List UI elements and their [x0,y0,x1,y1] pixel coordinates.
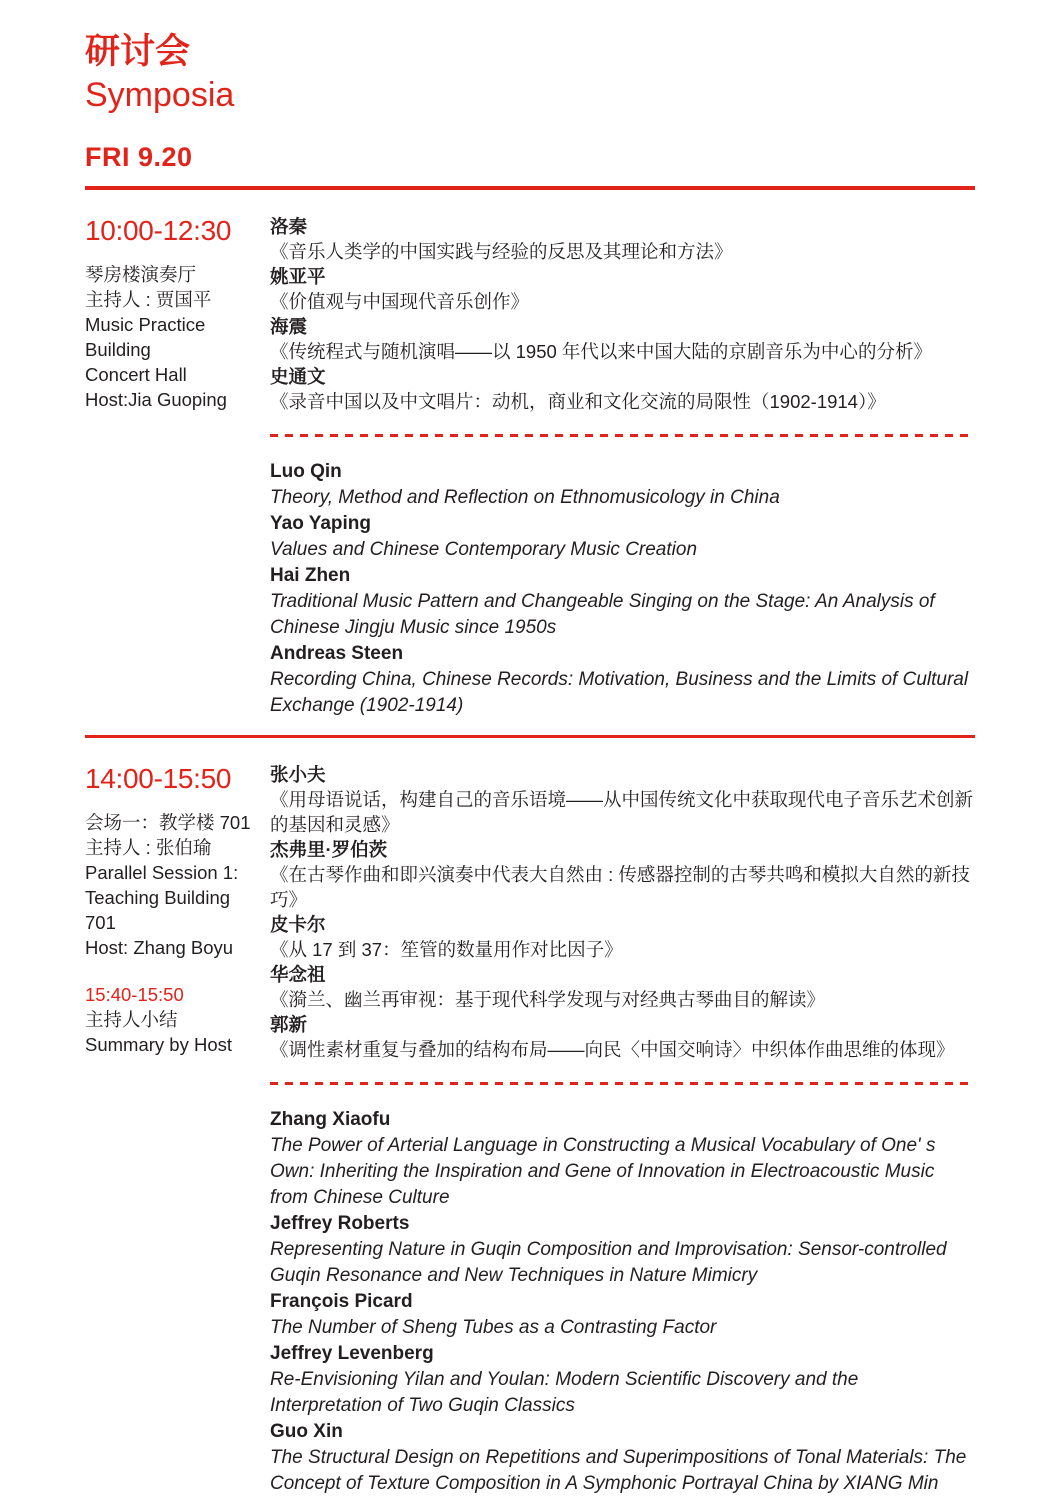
presenter-name-zh: 华念祖 [270,964,326,986]
talk-title-zh: 《用母语说话，构建自己的音乐语境——从中国传统文化中获取现代电子音乐艺术创新的基因和灵感》 [270,789,974,836]
presenter-name-zh: 海震 [270,316,308,338]
venue-line: Concert Hall [85,363,187,385]
presenter-name-en: Hai Zhen [270,565,351,587]
presenter-name-en: Luo Qin [270,461,342,483]
presenter-name-zh: 皮卡尔 [270,914,326,936]
talk-title-en: Representing Nature in Guqin Composition and Improvisation: Sensor-controlled Guqin Resonance and New Techniques in Nature Mimicry [270,1239,947,1287]
summary-line: 主持人小结 [85,1008,178,1030]
talk-title-zh: 《录音中国以及中文唱片：动机，商业和文化交流的局限性（1902-1914）》 [270,391,886,413]
venue-line: 主持人 : 张伯瑜 [85,836,212,858]
talk-title-en: Values and Chinese Contemporary Music Creation [270,539,698,561]
program-list-en [270,459,975,719]
session-2-info-column [85,762,270,1497]
talk-title-en: Traditional Music Pattern and Changeable Singing on the Stage: An Analysis of Chinese Jingju Music since 1950s [270,591,935,639]
talk-title-en: The Power of Arterial Language in Constructing a Musical Vocabulary of One' s Own: Inheriting the Inspiration and Gene of Innovation in Electroacoustic Music from Chinese Culture [270,1135,936,1209]
presenter-name-en: Guo Xin [270,1421,343,1443]
summary-block [85,982,262,1057]
page-title-en: Symposia [85,75,235,114]
date-heading: FRI 9.20 [85,142,193,173]
talk-title-en: Re-Envisioning Yilan and Youlan: Modern Scientific Discovery and the Interpretation of Two Guqin Classics [270,1369,859,1417]
presenter-name-en: Jeffrey Roberts [270,1213,410,1235]
session-2-program-column [270,762,975,1497]
header-rule [85,186,975,190]
presenter-name-zh: 姚亚平 [270,266,326,288]
session-1-info-column [85,214,270,719]
presenter-name-en: Andreas Steen [270,643,404,665]
presenter-name-en: Jeffrey Levenberg [270,1343,434,1365]
talk-title-en: The Structural Design on Repetitions and Superimpositions of Tonal Materials: The Concept of Texture Composition in A Symphonic Portrayal China by XIANG Min [270,1447,967,1495]
presenter-name-en: Zhang Xiaofu [270,1109,391,1131]
session-venue [85,262,262,412]
program-list-zh [270,214,975,414]
dashed-divider [270,434,975,437]
session-2 [85,762,975,1497]
talk-title-zh: 《在古琴作曲和即兴演奏中代表大自然由 : 传感器控制的古琴共鸣和模拟大自然的新技巧》 [270,864,970,911]
talk-title-zh: 《音乐人类学的中国实践与经验的反思及其理论和方法》 [270,241,733,263]
presenter-name-zh: 郭新 [270,1014,308,1036]
dashed-divider [270,1082,975,1085]
venue-line: 琴房楼演奏厅 [85,263,197,285]
venue-line: Building [85,338,151,360]
page-title-zh: 研讨会 [85,32,191,71]
program-list-zh [270,762,975,1062]
program-list-en [270,1107,975,1497]
talk-title-en: Recording China, Chinese Records: Motivation, Business and the Limits of Cultural Exchange (1902-1914) [270,669,969,717]
presenter-name-zh: 杰弗里·罗伯茨 [270,839,388,861]
session-1-program-column [270,214,975,719]
venue-line: Parallel Session 1: [85,861,239,883]
talk-title-zh: 《漪兰、幽兰再审视：基于现代科学发现与对经典古琴曲目的解读》 [270,989,826,1011]
venue-line: Host: Zhang Boyu [85,936,234,958]
venue-line: Music Practice [85,313,206,335]
session-time: 10:00-12:30 [85,215,232,247]
venue-line: 主持人 : 贾国平 [85,288,212,310]
session-1 [85,214,975,719]
talk-title-zh: 《调性素材重复与叠加的结构布局——向民〈中国交响诗〉中织体作曲思维的体现》 [270,1039,955,1061]
presenter-name-zh: 洛秦 [270,216,308,238]
session-divider-rule [85,735,975,738]
talk-title-en: The Number of Sheng Tubes as a Contrasting Factor [270,1317,717,1339]
venue-line: Host:Jia Guoping [85,388,227,410]
talk-title-zh: 《价值观与中国现代音乐创作》 [270,291,530,313]
session-venue [85,810,262,960]
presenter-name-en: Yao Yaping [270,513,372,535]
presenter-name-en: François Picard [270,1291,413,1313]
presenter-name-zh: 史通文 [270,366,326,388]
venue-line: Teaching Building [85,886,231,908]
presenter-name-zh: 张小夫 [270,764,326,786]
talk-title-zh: 《传统程式与随机演唱——以 1950 年代以来中国大陆的京剧音乐为中心的分析》 [270,341,932,363]
sub-time: 15:40-15:50 [85,983,184,1005]
talk-title-en: Theory, Method and Reflection on Ethnomusicology in China [270,487,780,509]
summary-line: Summary by Host [85,1033,233,1055]
talk-title-zh: 《从 17 到 37：笙管的数量用作对比因子》 [270,939,623,961]
venue-line: 701 [85,911,116,933]
session-time: 14:00-15:50 [85,763,232,795]
venue-line: 会场一：教学楼 701 [85,811,251,833]
